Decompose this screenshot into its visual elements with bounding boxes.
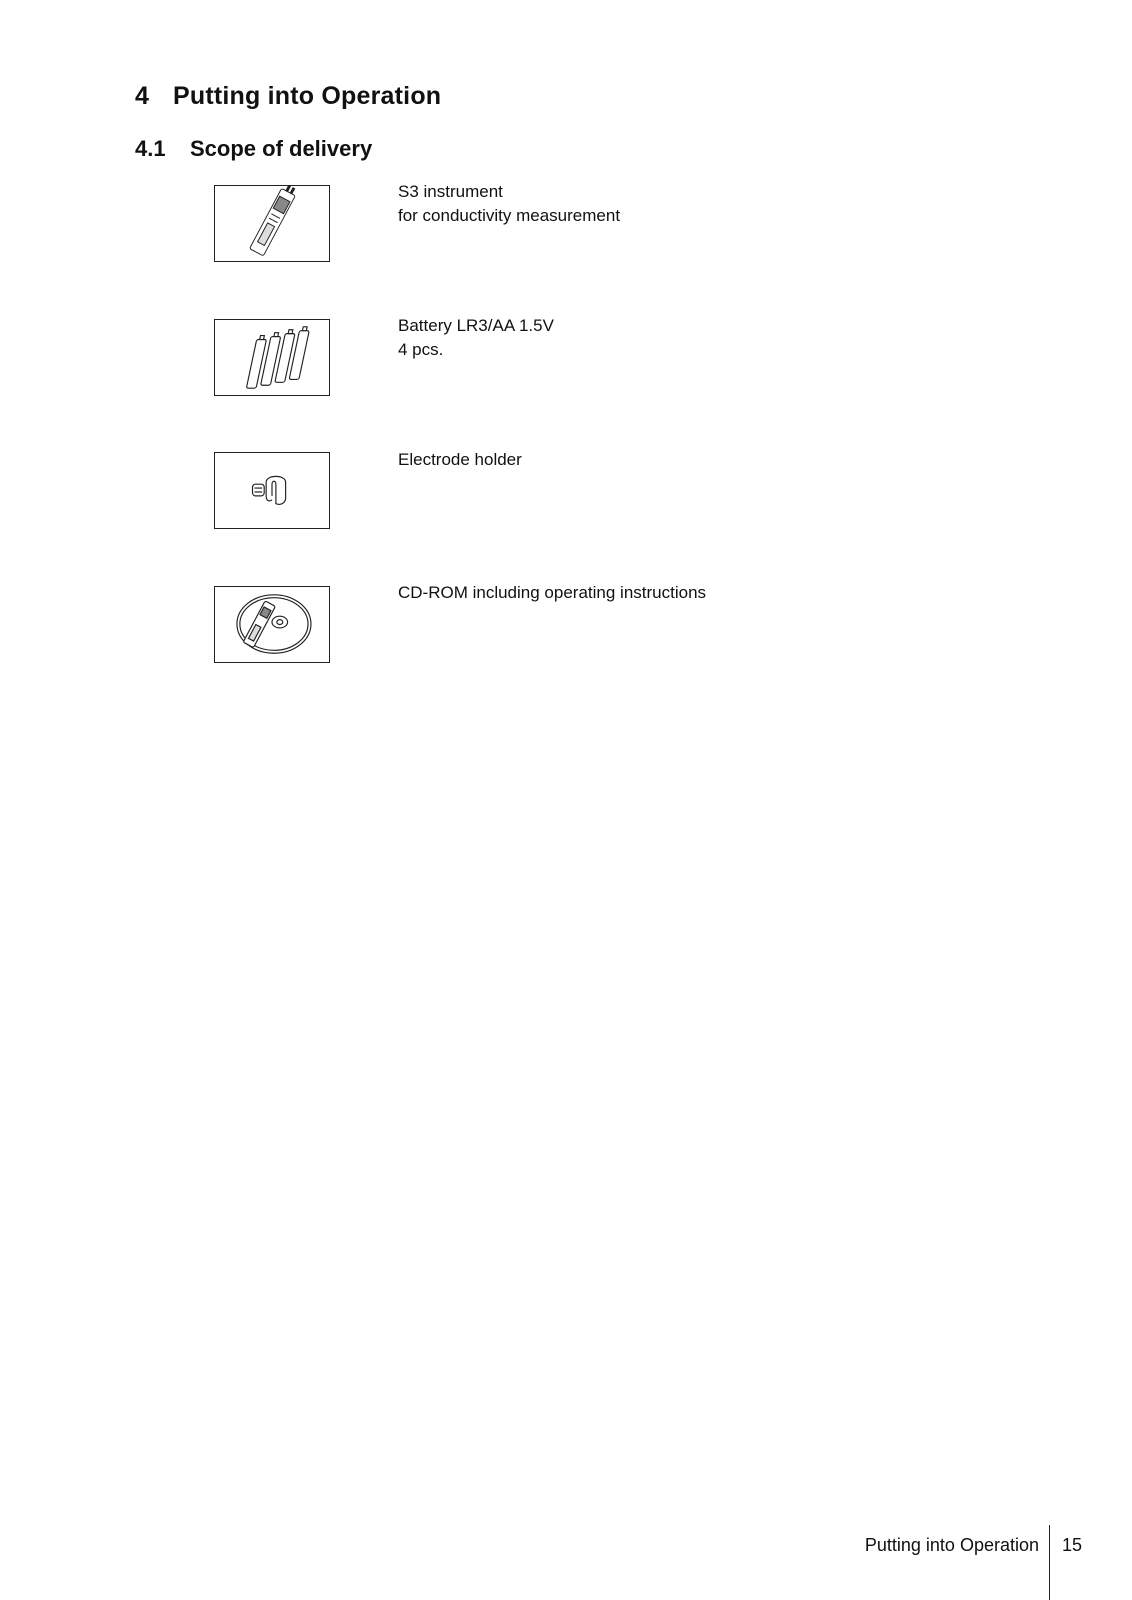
item-line: CD-ROM including operating instructions (398, 583, 707, 602)
section-heading (135, 136, 372, 162)
item-line: S3 instrument (398, 182, 503, 201)
electrode-holder-icon (214, 452, 330, 529)
item-line: for conductivity measurement (398, 206, 621, 225)
chapter-number: 4 (135, 82, 150, 110)
chapter-heading (135, 82, 441, 111)
item-instrument-text (398, 180, 620, 228)
chapter-title: Putting into Operation (173, 82, 442, 110)
section-number: 4.1 (135, 136, 166, 161)
conductivity-meter-icon (214, 185, 330, 262)
item-cdrom-text (398, 581, 706, 605)
section-title: Scope of delivery (190, 136, 373, 161)
item-line: Electrode holder (398, 450, 522, 469)
item-line: 4 pcs. (398, 340, 444, 359)
footer-section-title: Putting into Operation (864, 1535, 1039, 1555)
batteries-icon (214, 319, 330, 396)
footer-divider (1049, 1525, 1050, 1600)
item-battery-text (398, 314, 554, 362)
page-number: 15 (1062, 1535, 1083, 1555)
item-line: Battery LR3/AA 1.5V (398, 316, 554, 335)
item-holder-text (398, 448, 522, 472)
cd-rom-icon (214, 586, 330, 663)
